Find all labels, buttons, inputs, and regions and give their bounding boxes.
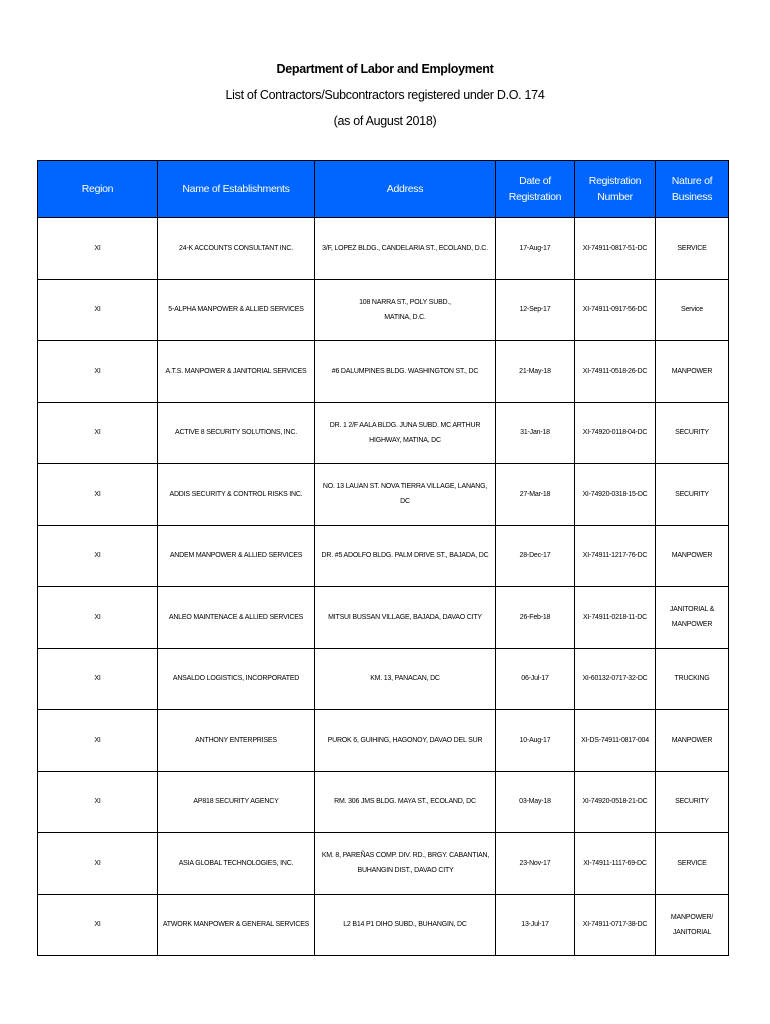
- document-subtitle: List of Contractors/Subcontractors registered under D.O. 174: [225, 88, 545, 102]
- table-row: [38, 587, 729, 649]
- table-row: [38, 464, 729, 526]
- region-cell: XI: [38, 833, 158, 895]
- nature-of-business-cell: SERVICE: [656, 833, 729, 895]
- nature-of-business-cell: MANPOWER: [656, 341, 729, 403]
- registration-date-cell: 10-Aug-17: [496, 710, 575, 772]
- establishment-name-cell: 5-ALPHA MANPOWER & ALLIED SERVICES: [158, 279, 315, 341]
- registration-number-cell: XI-74911-0717-38-DC: [575, 894, 656, 956]
- establishment-name-cell: A.T.S. MANPOWER & JANITORIAL SERVICES: [158, 341, 315, 403]
- nature-of-business-cell: MANPOWER: [656, 710, 729, 772]
- table-row: [38, 710, 729, 772]
- establishment-name-cell: ANDEM MANPOWER & ALLIED SERVICES: [158, 525, 315, 587]
- registration-date-cell: 13-Jul-17: [496, 894, 575, 956]
- registration-date-cell: 26-Feb-18: [496, 587, 575, 649]
- registration-number-cell: XI-74911-0917-56-DC: [575, 279, 656, 341]
- establishment-name-cell: ANLEO MAINTENACE & ALLIED SERVICES: [158, 587, 315, 649]
- establishment-name-cell: ATWORK MANPOWER & GENERAL SERVICES: [158, 894, 315, 956]
- registration-number-cell: XI-74920-0518-21-DC: [575, 771, 656, 833]
- address-text: KM. 8, PAREÑAS COMP. DIV. RD., BRGY. CABANTIAN, BUHANGIN DIST., DAVAO CITY: [321, 852, 490, 875]
- registration-date-cell: 23-Nov-17: [496, 833, 575, 895]
- establishment-name-cell: ASIA GLOBAL TECHNOLOGIES, INC.: [158, 833, 315, 895]
- table-body: [38, 218, 729, 956]
- address-cell: [315, 279, 496, 341]
- address-cell: DR. #5 ADOLFO BLDG. PALM DRIVE ST., BAJADA, DC: [315, 525, 496, 587]
- document-title: Department of Labor and Employment: [276, 62, 494, 76]
- region-cell: XI: [38, 894, 158, 956]
- address-cell: NO. 13 LAUAN ST. NOVA TIERRA VILLAGE, LANANG, DC: [315, 464, 496, 526]
- region-cell: XI: [38, 771, 158, 833]
- table-row: [38, 648, 729, 710]
- address-cell: 3/F, LOPEZ BLDG., CANDELARIA ST., ECOLAND, D.C.: [315, 218, 496, 280]
- column-header-registration-number: Registration Number: [575, 161, 656, 218]
- address-cell: KM. 13, PANACAN, DC: [315, 648, 496, 710]
- table-row: [38, 894, 729, 956]
- region-cell: XI: [38, 587, 158, 649]
- nature-of-business-cell: MANPOWER/ JANITORIAL: [656, 894, 729, 956]
- column-header-date-text: Date of Registration: [508, 175, 562, 203]
- registration-date-cell: 31-Jan-18: [496, 402, 575, 464]
- establishment-name-cell: ACTIVE 8 SECURITY SOLUTIONS, INC.: [158, 402, 315, 464]
- contractors-table: [37, 160, 729, 956]
- nature-of-business-cell: SECURITY: [656, 464, 729, 526]
- address-cell: RM. 306 JMS BLDG. MAYA ST., ECOLAND, DC: [315, 771, 496, 833]
- registration-number-cell: XI-74911-0518-26-DC: [575, 341, 656, 403]
- document-date-note: (as of August 2018): [333, 114, 437, 128]
- establishment-name-cell: AP818 SECURITY AGENCY: [158, 771, 315, 833]
- registration-number-cell: XI-74920-0118-04-DC: [575, 402, 656, 464]
- column-header-name: Name of Establishments: [158, 161, 315, 218]
- address-cell: PUROK 6, GUIHING, HAGONOY, DAVAO DEL SUR: [315, 710, 496, 772]
- establishment-name-cell: 24-K ACCOUNTS CONSULTANT INC.: [158, 218, 315, 280]
- table-header-row: [38, 161, 729, 218]
- registration-number-cell: XI-74911-1217-76-DC: [575, 525, 656, 587]
- column-header-nature: Nature of Business: [656, 161, 729, 218]
- table-header: [38, 161, 729, 218]
- region-cell: XI: [38, 341, 158, 403]
- address-cell: #6 DALUMPINES BLDG. WASHINGTON ST., DC: [315, 341, 496, 403]
- table-row: [38, 771, 729, 833]
- address-text: 108 NARRA ST., POLY SUBD., MATINA, D.C.: [359, 298, 451, 321]
- nature-of-business-cell: SERVICE: [656, 218, 729, 280]
- nature-of-business-cell: JANITORIAL & MANPOWER: [656, 587, 729, 649]
- establishment-name-cell: ANSALDO LOGISTICS, INCORPORATED: [158, 648, 315, 710]
- registration-date-cell: 12-Sep-17: [496, 279, 575, 341]
- region-cell: XI: [38, 218, 158, 280]
- address-cell: L2 B14 P1 DIHO SUBD., BUHANGIN, DC: [315, 894, 496, 956]
- table-row: [38, 402, 729, 464]
- nature-of-business-cell: MANPOWER: [656, 525, 729, 587]
- registration-date-cell: 06-Jul-17: [496, 648, 575, 710]
- establishment-name-cell: ADDIS SECURITY & CONTROL RISKS INC.: [158, 464, 315, 526]
- column-header-address: Address: [315, 161, 496, 218]
- establishment-name-cell: ANTHONY ENTERPRISES: [158, 710, 315, 772]
- registration-number-cell: XI-74920-0318-15-DC: [575, 464, 656, 526]
- registration-number-cell: XI-74911-0218-11-DC: [575, 587, 656, 649]
- table-row: [38, 218, 729, 280]
- nature-of-business-cell: SECURITY: [656, 402, 729, 464]
- nature-of-business-cell: SECURITY: [656, 771, 729, 833]
- region-cell: XI: [38, 648, 158, 710]
- table-row: [38, 341, 729, 403]
- registration-number-cell: XI-DS-74911-0817-004: [575, 710, 656, 772]
- registration-date-cell: 28-Dec-17: [496, 525, 575, 587]
- registration-number-cell: XI-74911-1117-69-DC: [575, 833, 656, 895]
- region-cell: XI: [38, 464, 158, 526]
- table-row: [38, 525, 729, 587]
- address-cell: MITSUI BUSSAN VILLAGE, BAJADA, DAVAO CITY: [315, 587, 496, 649]
- region-cell: XI: [38, 525, 158, 587]
- registration-date-cell: 03-May-18: [496, 771, 575, 833]
- region-cell: XI: [38, 279, 158, 341]
- registration-date-cell: 17-Aug-17: [496, 218, 575, 280]
- region-cell: XI: [38, 710, 158, 772]
- table-row: [38, 833, 729, 895]
- nature-of-business-cell: Service: [656, 279, 729, 341]
- registration-date-cell: 21-May-18: [496, 341, 575, 403]
- registration-number-cell: XI-60132-0717-32-DC: [575, 648, 656, 710]
- address-cell: DR. 1 2/F AALA BLDG. JUNA SUBD. MC ARTHUR HIGHWAY, MATINA, DC: [315, 402, 496, 464]
- registration-number-cell: XI-74911-0817-51-DC: [575, 218, 656, 280]
- address-cell: [315, 833, 496, 895]
- column-header-date: [496, 161, 575, 218]
- table-row: [38, 279, 729, 341]
- registration-date-cell: 27-Mar-18: [496, 464, 575, 526]
- region-cell: XI: [38, 402, 158, 464]
- nature-of-business-cell: TRUCKING: [656, 648, 729, 710]
- column-header-region: Region: [38, 161, 158, 218]
